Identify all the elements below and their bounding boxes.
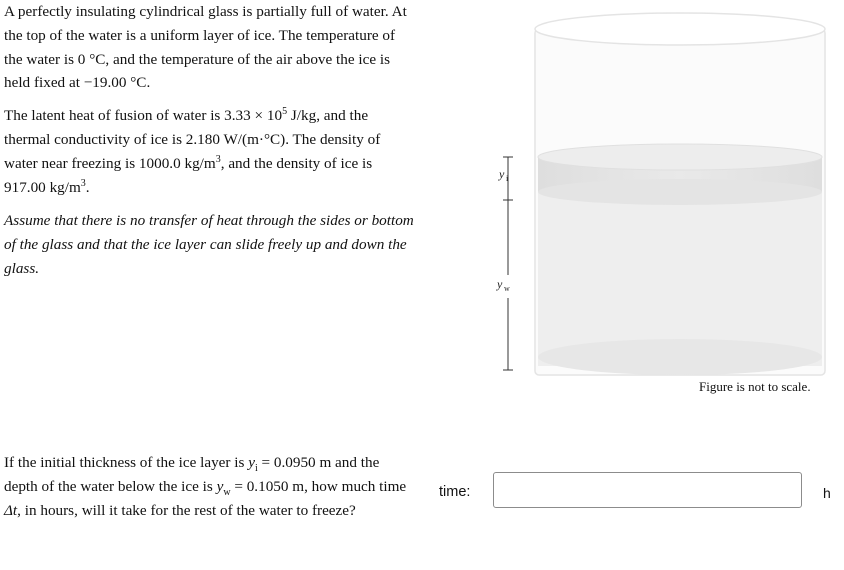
problem-intro: A perfectly insulating cylindrical glass is partially full of water. At the top of the water is a uniform layer of ice. The temperature of the water is 0 °C, and the temperature of the air above the ice is held fixed at −19.00 °C. bbox=[4, 3, 407, 92]
ice-density-exponent: 3 bbox=[80, 177, 86, 189]
water-density-exponent: 3 bbox=[215, 153, 221, 165]
answer-unit: h bbox=[823, 485, 831, 501]
figure-caption: Figure is not to scale. bbox=[699, 379, 811, 394]
yw-subscript: w bbox=[223, 486, 231, 498]
question-part-a: If the initial thickness of the ice layer is bbox=[4, 454, 249, 471]
question-text bbox=[4, 451, 414, 522]
conductivity-text: J/kg, and the thermal conductivity of ice is 2.180 W/(m·°C). The density of water near freezing is 1000.0 kg/m bbox=[4, 107, 381, 172]
problem-assumption: Assume that there is no transfer of heat through the sides or bottom of the glass and that the ice layer can slide freely up and down the glass. bbox=[4, 212, 414, 277]
latent-heat-text: The latent heat of fusion of water is 3.33 × 10 bbox=[4, 107, 283, 125]
label-yi-sub: i bbox=[506, 174, 509, 183]
label-yi-var: y bbox=[499, 167, 505, 181]
water-region bbox=[538, 192, 822, 375]
question-part-c: = 0.1050 m, how much time bbox=[230, 477, 407, 495]
yw-variable: y bbox=[216, 477, 224, 495]
label-yw-var: y bbox=[497, 277, 503, 291]
time-answer-input[interactable] bbox=[493, 472, 802, 508]
ice-layer bbox=[538, 144, 822, 205]
ice-density-text: , and the density of ice is 917.00 kg/m bbox=[4, 154, 373, 196]
latent-heat-exponent: 5 bbox=[282, 106, 288, 118]
yi-variable: y bbox=[248, 454, 255, 471]
answer-label: time: bbox=[439, 484, 471, 500]
label-yw-sub: w bbox=[504, 284, 510, 293]
delta-t-symbol: Δt bbox=[4, 501, 18, 519]
yi-subscript: i bbox=[254, 463, 258, 475]
question-part-b: = 0.0950 m and the depth of the water below the ice is bbox=[4, 454, 380, 495]
question-part-d: , in hours, will it take for the rest of the water to freeze? bbox=[17, 501, 356, 519]
constants-end: . bbox=[85, 178, 90, 196]
